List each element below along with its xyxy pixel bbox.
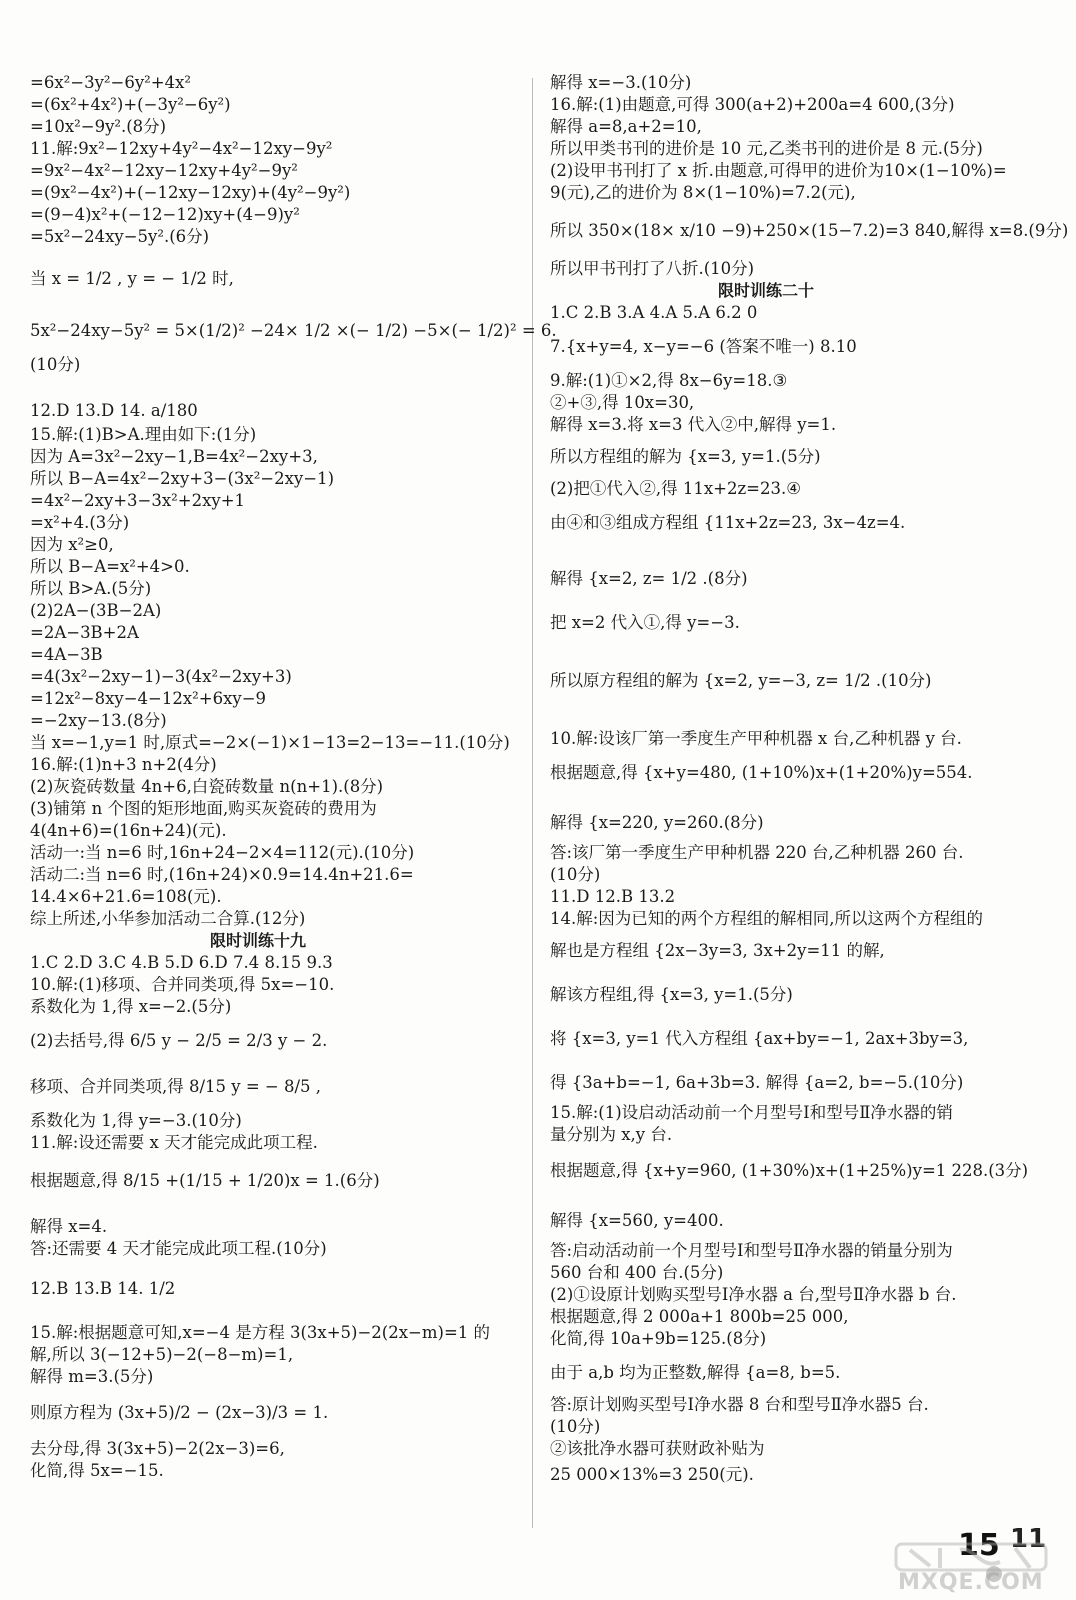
answer-line: 解该方程组,得 {x=3, y=1.(5分) xyxy=(550,985,793,1004)
answer-line: 9(元),乙的进价为 8×(1−10%)=7.2(元), xyxy=(550,183,856,202)
answer-line: 综上所述,小华参加活动二合算.(12分) xyxy=(30,909,306,928)
answer-line: 答:还需要 4 天才能完成此项工程.(10分) xyxy=(30,1239,327,1258)
answer-line: 答:该厂第一季度生产甲种机器 220 台,乙种机器 260 台. xyxy=(550,843,964,862)
answer-line: 解得 {x=560, y=400. xyxy=(550,1211,724,1230)
answer-line: 解得 m=3.(5分) xyxy=(30,1367,154,1386)
page-number: 15 xyxy=(958,1528,1000,1563)
answer-line: 当 x = 1/2 , y = − 1/2 时, xyxy=(30,269,234,288)
answer-line: 解得 {x=220, y=260.(8分) xyxy=(550,813,764,832)
answer-line: 由于 a,b 均为正整数,解得 {a=8, b=5. xyxy=(550,1363,841,1382)
answer-line: 解得 {x=2, z= 1/2 .(8分) xyxy=(550,569,748,588)
answer-line: 16.解:(1)由题意,可得 300(a+2)+200a=4 600,(3分) xyxy=(550,95,955,114)
answer-line: 10.解:(1)移项、合并同类项,得 5x=−10. xyxy=(30,975,335,994)
answer-line: 4(4n+6)=(16n+24)(元). xyxy=(30,821,227,840)
answer-line: 得 {3a+b=−1, 6a+3b=3. 解得 {a=2, b=−5.(10分) xyxy=(550,1073,964,1092)
answer-line: =(9−4)x²+(−12−12)xy+(4−9)y² xyxy=(30,205,300,224)
answer-line: =9x²−4x²−12xy−12xy+4y²−9y² xyxy=(30,161,298,180)
answer-line: 10.解:设该厂第一季度生产甲种机器 x 台,乙种机器 y 台. xyxy=(550,729,962,748)
answer-line: ②该批净水器可获财政补贴为 xyxy=(550,1439,765,1458)
answer-line: =(9x²−4x²)+(−12xy−12xy)+(4y²−9y²) xyxy=(30,183,351,202)
answer-line: 1.C 2.B 3.A 4.A 5.A 6.2 0 xyxy=(550,303,758,322)
answer-line: 系数化为 1,得 x=−2.(5分) xyxy=(30,997,232,1016)
answer-line: 把 x=2 代入①,得 y=−3. xyxy=(550,613,740,632)
answer-line: (2)设甲书刊打了 x 折.由题意,可得甲的进价为10×(1−10%)= xyxy=(550,161,1007,180)
answer-line: 9.解:(1)①×2,得 8x−6y=18.③ xyxy=(550,371,788,390)
answer-line: 根据题意,得 {x+y=960, (1+30%)x+(1+25%)y=1 228.(3分) xyxy=(550,1161,1029,1180)
answer-line: 14.4×6+21.6=108(元). xyxy=(30,887,222,906)
answer-line: 1.C 2.D 3.C 4.B 5.D 6.D 7.4 8.15 9.3 xyxy=(30,953,333,972)
answer-line: =4(3x²−2xy−1)−3(4x²−2xy+3) xyxy=(30,667,292,686)
answer-line: =5x²−24xy−5y².(6分) xyxy=(30,227,210,246)
watermark-text: MXQE.COM xyxy=(898,1570,1044,1595)
answer-line: 12.D 13.D 14. a/180 xyxy=(30,401,198,420)
answer-line: 量分别为 x,y 台. xyxy=(550,1125,673,1144)
answer-line: 11.解:设还需要 x 天才能完成此项工程. xyxy=(30,1133,318,1152)
answer-line: 11.D 12.B 13.2 xyxy=(550,887,676,906)
answer-line: 5x²−24xy−5y² = 5×(1/2)² −24× 1/2 ×(− 1/2) −5×(− 1/2)² = 6. xyxy=(30,321,557,340)
answer-line: 因为 x²≥0, xyxy=(30,535,114,554)
answer-line: (2)去括号,得 6/5 y − 2/5 = 2/3 y − 2. xyxy=(30,1031,328,1050)
answer-line: 当 x=−1,y=1 时,原式=−2×(−1)×1−13=2−13=−11.(10分) xyxy=(30,733,510,752)
answer-line: 11.解:9x²−12xy+4y²−4x²−12xy−9y² xyxy=(30,139,333,158)
answer-line: 解也是方程组 {2x−3y=3, 3x+2y=11 的解, xyxy=(550,941,885,960)
answer-line: 答:原计划购买型号Ⅰ净水器 8 台和型号Ⅱ净水器5 台. xyxy=(550,1395,929,1414)
answer-line: =(6x²+4x²)+(−3y²−6y²) xyxy=(30,95,231,114)
answer-line: =−2xy−13.(8分) xyxy=(30,711,167,730)
answer-line: 所以甲书刊打了八折.(10分) xyxy=(550,259,755,278)
answer-line: 解得 x=4. xyxy=(30,1217,108,1236)
answer-line: (2)把①代入②,得 11x+2z=23.④ xyxy=(550,479,802,498)
answer-line: 解得 a=8,a+2=10, xyxy=(550,117,702,136)
answer-line: 14.解:因为已知的两个方程组的解相同,所以这两个方程组的 xyxy=(550,909,984,928)
answer-line: 活动一:当 n=6 时,16n+24−2×4=112(元).(10分) xyxy=(30,843,415,862)
page-number-right: 11 xyxy=(1010,1524,1047,1554)
answer-line: (10分) xyxy=(550,1417,601,1436)
answer-line: =4x²−2xy+3−3x²+2xy+1 xyxy=(30,491,246,510)
answer-line: 15.解:根据题意可知,x=−4 是方程 3(3x+5)−2(2x−m)=1 的 xyxy=(30,1323,491,1342)
answer-line: 所以 350×(18× x/10 −9)+250×(15−7.2)=3 840,解得 x=8.(9分) xyxy=(550,221,1069,240)
answer-line: 答:启动活动前一个月型号Ⅰ和型号Ⅱ净水器的销量分别为 xyxy=(550,1241,953,1260)
answer-line: 化简,得 5x=−15. xyxy=(30,1461,164,1480)
answer-line: 因为 A=3x²−2xy−1,B=4x²−2xy+3, xyxy=(30,447,318,466)
answer-line: 则原方程为 (3x+5)/2 − (2x−3)/3 = 1. xyxy=(30,1403,329,1422)
answer-line: (2)灰瓷砖数量 4n+6,白瓷砖数量 n(n+1).(8分) xyxy=(30,777,384,796)
answer-line: 12.B 13.B 14. 1/2 xyxy=(30,1279,176,1298)
answer-line: 所以 B−A=x²+4>0. xyxy=(30,557,190,576)
answer-line: =2A−3B+2A xyxy=(30,623,139,642)
answer-line: (2)2A−(3B−2A) xyxy=(30,601,162,620)
answer-line: 所以 B>A.(5分) xyxy=(30,579,152,598)
answer-line: 将 {x=3, y=1 代入方程组 {ax+by=−1, 2ax+3by=3, xyxy=(550,1029,969,1048)
answer-line: 根据题意,得 2 000a+1 800b=25 000, xyxy=(550,1307,849,1326)
answer-line: 根据题意,得 {x+y=480, (1+10%)x+(1+20%)y=554. xyxy=(550,763,973,782)
answer-line: 解得 x=3.将 x=3 代入②中,解得 y=1. xyxy=(550,415,837,434)
watermark-logo xyxy=(880,1540,1070,1596)
answer-line: 活动二:当 n=6 时,(16n+24)×0.9=14.4n+21.6= xyxy=(30,865,414,884)
column-divider xyxy=(532,78,533,1528)
answer-line: (2)①设原计划购买型号Ⅰ净水器 a 台,型号Ⅱ净水器 b 台. xyxy=(550,1285,957,1304)
answer-line: (3)铺第 n 个图的矩形地面,购买灰瓷砖的费用为 xyxy=(30,799,377,818)
answer-line: 25 000×13%=3 250(元). xyxy=(550,1465,754,1484)
answer-line: =12x²−8xy−4−12x²+6xy−9 xyxy=(30,689,267,708)
answer-line: 根据题意,得 8/15 +(1/15 + 1/20)x = 1.(6分) xyxy=(30,1171,380,1190)
answer-line: 15.解:(1)设启动活动前一个月型号Ⅰ和型号Ⅱ净水器的销 xyxy=(550,1103,953,1122)
answer-line: ②+③,得 10x=30, xyxy=(550,393,695,412)
answer-line: 16.解:(1)n+3 n+2(4分) xyxy=(30,755,217,774)
answer-line: 15.解:(1)B>A.理由如下:(1分) xyxy=(30,425,257,444)
answer-line: (10分) xyxy=(550,865,601,884)
answer-line: =6x²−3y²−6y²+4x² xyxy=(30,73,192,92)
answer-line: =4A−3B xyxy=(30,645,103,664)
answer-line: 7.{x+y=4, x−y=−6 (答案不唯一) 8.10 xyxy=(550,337,857,356)
answer-line: 系数化为 1,得 y=−3.(10分) xyxy=(30,1111,242,1130)
section-heading: 限时训练二十 xyxy=(718,281,815,300)
answer-line: =x²+4.(3分) xyxy=(30,513,130,532)
answer-line: 所以方程组的解为 {x=3, y=1.(5分) xyxy=(550,447,821,466)
answer-line: 解,所以 3(−12+5)−2(−8−m)=1, xyxy=(30,1345,294,1364)
answer-line: 移项、合并同类项,得 8/15 y = − 8/5 , xyxy=(30,1077,322,1096)
answer-line: 去分母,得 3(3x+5)−2(2x−3)=6, xyxy=(30,1439,285,1458)
section-heading: 限时训练十九 xyxy=(210,931,307,950)
answer-line: =10x²−9y².(8分) xyxy=(30,117,167,136)
answer-line: 560 台和 400 台.(5分) xyxy=(550,1263,724,1282)
answer-line: (10分) xyxy=(30,355,81,374)
answer-line: 化简,得 10a+9b=125.(8分) xyxy=(550,1329,767,1348)
answer-line: 所以 B−A=4x²−2xy+3−(3x²−2xy−1) xyxy=(30,469,335,488)
answer-line: 所以甲类书刊的进价是 10 元,乙类书刊的进价是 8 元.(5分) xyxy=(550,139,983,158)
answer-line: 解得 x=−3.(10分) xyxy=(550,73,692,92)
answer-line: 所以原方程组的解为 {x=2, y=−3, z= 1/2 .(10分) xyxy=(550,671,932,690)
answer-line: 由④和③组成方程组 {11x+2z=23, 3x−4z=4. xyxy=(550,513,906,532)
